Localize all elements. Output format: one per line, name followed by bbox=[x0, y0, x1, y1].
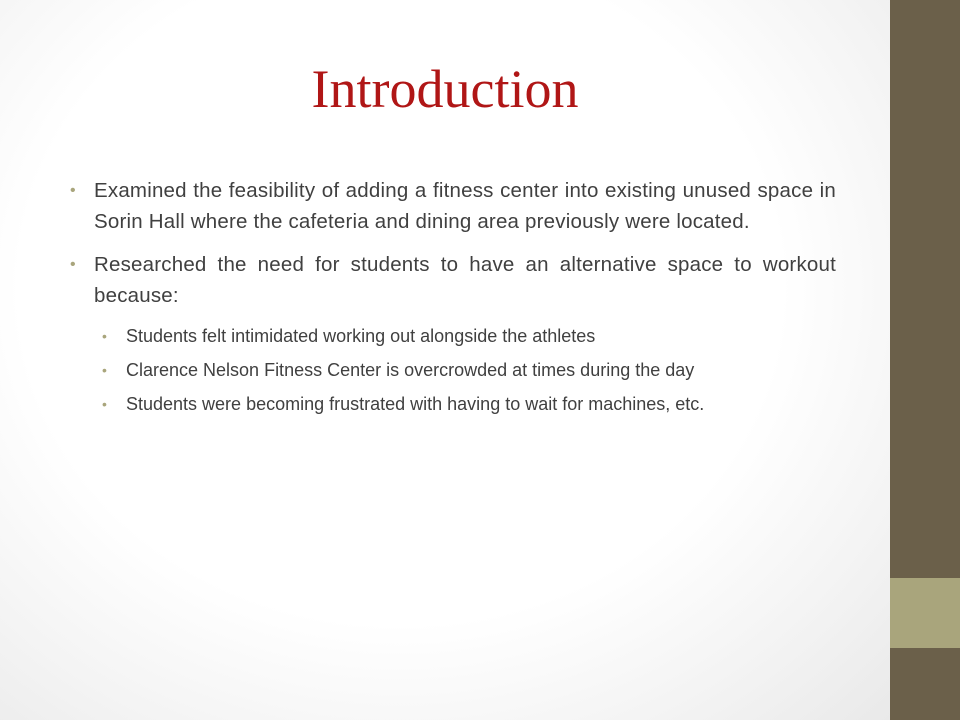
bullet-text: Researched the need for students to have an alternative space to workout because: bbox=[94, 253, 836, 307]
decorative-sidebar-stripe bbox=[890, 578, 960, 648]
bullet-dot-icon: • bbox=[102, 328, 107, 344]
bullet-dot-icon: • bbox=[102, 396, 107, 412]
bullet-text: Examined the feasibility of adding a fitness center into existing unused space in Sorin Hall where the cafeteria and dining area previously were located. bbox=[94, 179, 836, 233]
sub-bullet-item bbox=[102, 391, 836, 418]
bullet-item bbox=[70, 249, 836, 311]
bullet-dot-icon: • bbox=[70, 182, 76, 199]
slide-title: Introduction bbox=[311, 59, 579, 119]
sub-bullet-text: Students were becoming frustrated with having to wait for machines, etc. bbox=[126, 394, 705, 414]
bullet-dot-icon: • bbox=[102, 362, 107, 378]
bullet-item bbox=[70, 175, 836, 237]
sub-bullet-item bbox=[102, 357, 836, 384]
sub-bullet-text: Students felt intimidated working out alongside the athletes bbox=[126, 326, 596, 346]
sub-bullet-text: Clarence Nelson Fitness Center is overcrowded at times during the day bbox=[126, 360, 695, 380]
bullet-dot-icon: • bbox=[70, 256, 76, 273]
sub-bullet-item bbox=[102, 323, 836, 350]
slide-body bbox=[70, 175, 836, 425]
